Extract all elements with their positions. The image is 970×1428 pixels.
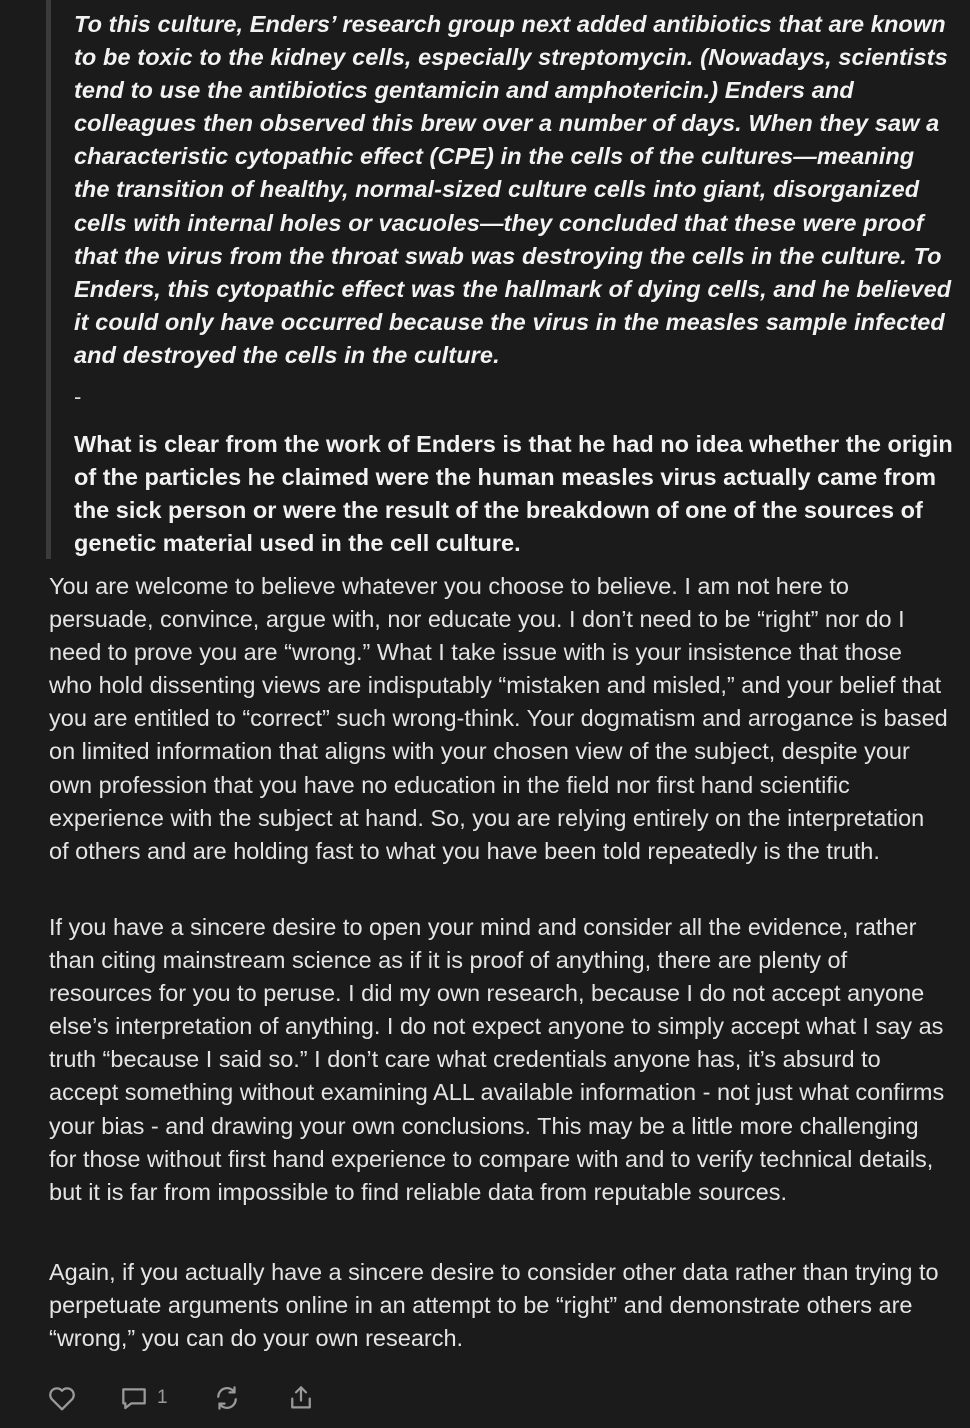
quote-separator: - (74, 384, 82, 409)
share-upload-icon (286, 1383, 316, 1413)
comment-button[interactable] (118, 1380, 168, 1416)
comment-count: 1 (157, 1387, 168, 1408)
share-button[interactable] (286, 1380, 316, 1416)
heart-icon (46, 1382, 78, 1414)
blockquote (46, 0, 951, 559)
restack-arrows-icon (212, 1383, 242, 1413)
like-button[interactable] (46, 1380, 78, 1416)
comment-paragraph: If you have a sincere desire to open your mind and consider all the evidence, rather than citing mainstream science as if it is proof of anything, there are plenty of resources for you to peruse. I did my own research, because I do not accept anyone else’s interpretation of anything. I do not expect anyone to simply accept what I say as truth “because I said so.” I don’t care what credentials anyone has, it’s absurd to accept something without examining ALL available information - not just what confirms your bias - and drawing your own conclusions. This may be a little more challenging for those without first hand experience to compare with and to verify technical details, but it is far from impossible to find reliable data from reputable sources. (49, 914, 945, 1205)
quote-bold-paragraph: What is clear from the work of Enders is that he had no idea whether the origin of the particles he claimed were the human measles virus actually came from the sick person or were the result of the breakdown of one of the sources of genetic material used in the cell culture. (74, 431, 953, 557)
comment-action-bar (46, 1380, 366, 1416)
speech-bubble-icon (118, 1382, 150, 1414)
comment-paragraph: Again, if you actually have a sincere desire to consider other data rather than trying to perpetuate arguments online in an attempt to be “right” and demonstrate others are “wrong,” you can do your own research. (49, 1259, 939, 1352)
restack-button[interactable] (212, 1380, 242, 1416)
comment-paragraph: You are welcome to believe whatever you choose to believe. I am not here to persuade, convince, argue with, nor educate you. I don’t need to be “right” nor do I need to prove you are “wrong.” What I take issue with is your insistence that those who hold dissenting views are indisputably “mistaken and misled,” and your belief that you are entitled to “correct” such wrong-think. Your dogmatism and arrogance is based on limited information that aligns with your chosen view of the subject, despite your own profession that you have no education in the field nor first hand scientific experience with the subject at hand. So, you are relying entirely on the interpretation of others and are holding fast to what you have been told repeatedly is the truth. (49, 573, 948, 864)
quote-italic-paragraph: To this culture, Enders’ research group next added antibiotics that are known to be toxic to the kidney cells, especially streptomycin. (Nowadays, scientists tend to use the antibiotics gentamicin and amphotericin.) Enders and colleagues then observed this brew over a number of days. When they saw a characteristic cytopathic effect (CPE) in the cells of the cultures—meaning the transition of healthy, normal-sized culture cells into giant, disorganized cells with internal holes or vacuoles—they concluded that these were proof that the virus from the throat swab was destroying the cells in the culture. To Enders, this cytopathic effect was the hallmark of dying cells, and he believed it could only have occurred because the virus in the measles sample infected and destroyed the cells in the culture. (74, 11, 952, 368)
